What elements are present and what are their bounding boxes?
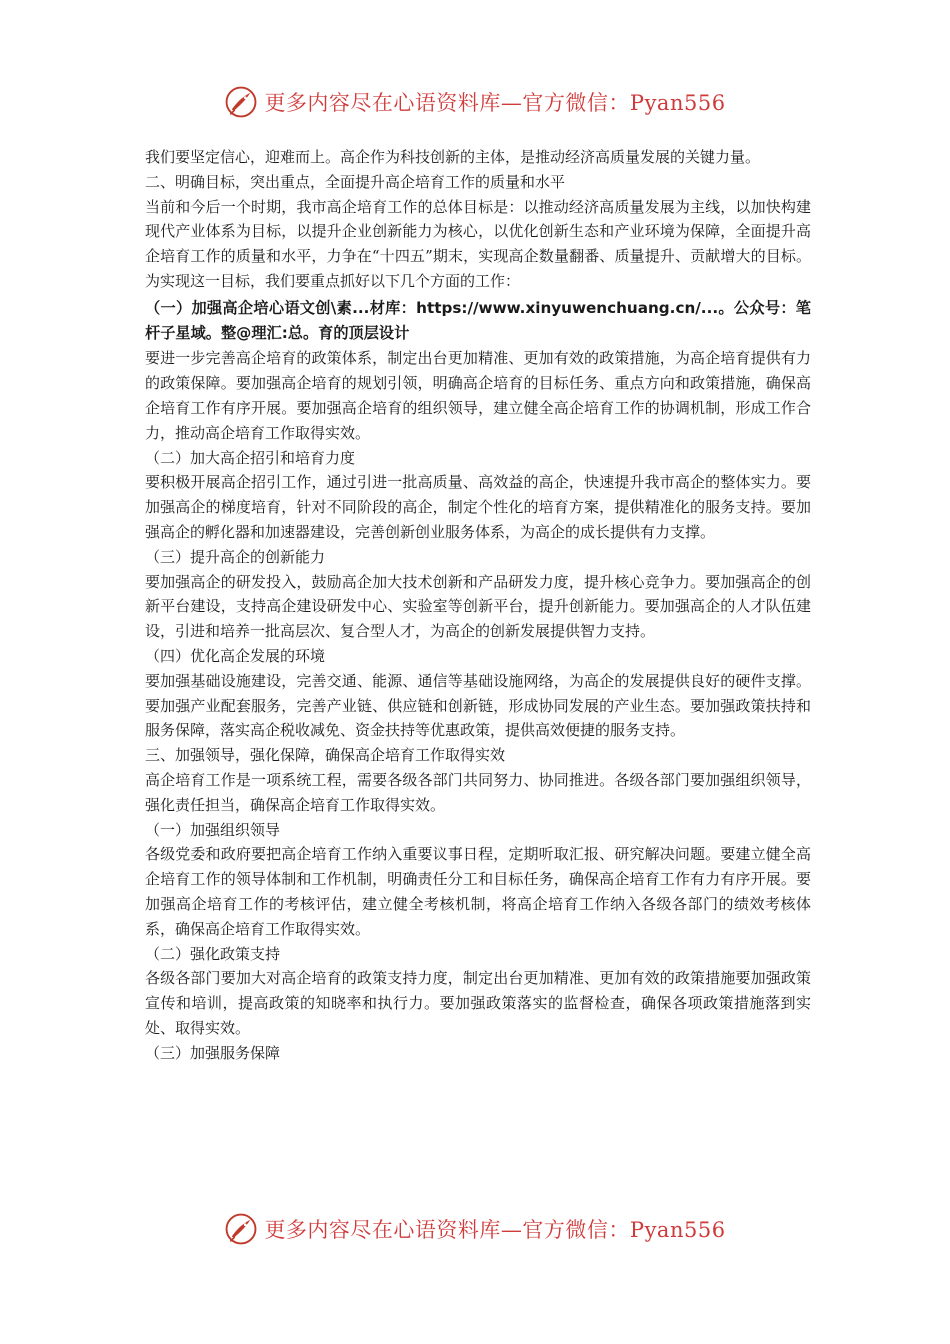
- paragraph-innovation: 要加强高企的研发投入，鼓励高企加大技术创新和产品研发力度，提升核心竞争力。要加强高企的创新平台建设，支持高企建设研发中心、实验室等创新平台，提升创新能力。要加强高企的人才队伍建设，引进和培养一批高层次、复合型人才，为高企的创新发展提供智力支持。: [145, 572, 811, 641]
- paragraph-recruitment: 要积极开展高企招引工作，通过引进一批高质量、高效益的高企，快速提升我市高企的整体实力。要加强高企的梯度培育，针对不同阶段的高企，制定个性化的培育方案，提供精准化的服务支持。要加强高企的孵化器和加速器建设，完善创新创业服务体系，为高企的成长提供有力支撑。: [145, 473, 811, 541]
- subheading-innovation: （三）提升高企的创新能力: [145, 547, 326, 566]
- subheading-recruitment: （二）加大高企招引和培育力度: [145, 448, 356, 467]
- pen-logo-icon: [224, 1212, 258, 1246]
- pen-logo-icon: [224, 85, 258, 119]
- banner-text: 更多内容尽在心语资料库—官方微信：Pyan556: [264, 91, 726, 115]
- paragraph-environment: 要加强基础设施建设，完善交通、能源、通信等基础设施网络，为高企的发展提供良好的硬件支撑。要加强产业配套服务，完善产业链、供应链和创新链，形成协同发展的产业生态。要加强政策扶持和服务保障，落实高企税收减免、资金扶持等优惠政策，提供高效便捷的服务支持。: [145, 671, 811, 740]
- section-heading-2: 二、明确目标，突出重点，全面提升高企培育工作的质量和水平: [145, 172, 566, 191]
- banner-text: 更多内容尽在心语资料库—官方微信：Pyan556: [264, 1218, 726, 1242]
- paragraph-leadership: 各级党委和政府要把高企培育工作纳入重要议事日程，定期听取汇报、研究解决问题。要建立健全高企培育工作的领导体制和工作机制，明确责任分工和目标任务，确保高企培育工作有力有序开展。要加强高企培育工作的考核评估，建立健全考核机制，将高企培育工作纳入各级各部门的绩效考核体系，确保高企培育工作取得实效。: [145, 845, 811, 938]
- subheading-leadership: （一）加强组织领导: [145, 820, 281, 839]
- paragraph-policy-system: 要进一步完善高企培育的政策体系，制定出台更加精准、更加有效的政策措施，为高企培育提供有力的政策保障。要加强高企培育的规划引领，明确高企培育的目标任务、重点方向和政策措施，确保高企培育工作有序开展。要加强高企培育的组织领导，建立健全高企培育工作的协调机制，形成工作合力，推动高企培育工作取得实效。: [145, 349, 811, 442]
- paragraph-system-engineering: 高企培育工作是一项系统工程，需要各级各部门共同努力、协同推进。各级各部门要加强组织领导，强化责任担当，确保高企培育工作取得实效。: [145, 770, 811, 814]
- subheading-policy-support: （二）强化政策支持: [145, 944, 281, 963]
- header-watermark-banner: [0, 80, 950, 124]
- footer-watermark-banner: [0, 1207, 950, 1251]
- paragraph-policy-support: 各级各部门要加大对高企培育的政策支持力度，制定出台更加精准、更加有效的政策措施要加强政策宣传和培训，提高政策的知晓率和执行力。要加强政策落实的监督检查，确保各项政策措施落到实处、取得实效。: [145, 969, 811, 1037]
- subheading-environment: （四）优化高企发展的环境: [145, 646, 326, 665]
- subheading-top-level-design: （一）加强高企培心语文创\素...材库：https://www.xinyuwenchuang.cn/...。公众号：笔杆子星域。整@理汇:总。育的顶层设计: [145, 298, 811, 342]
- section-heading-3: 三、加强领导，强化保障，确保高企培育工作取得实效: [145, 746, 506, 765]
- paragraph-goals: 当前和今后一个时期，我市高企培育工作的总体目标是：以推动经济高质量发展为主线，以加快构建现代产业体系为目标，以提升企业创新能力为核心，以优化创新生态和产业环境为保障，全面提升高企培育工作的质量和水平，力争在“十四五”期末，实现高企数量翻番、质量提升、贡献增大的目标。为实现这一目标，我们要重点抓好以下几个方面的工作：: [145, 197, 811, 290]
- document-body: [145, 145, 811, 1065]
- subheading-service-guarantee: （三）加强服务保障: [145, 1043, 281, 1062]
- paragraph-intro: 我们要坚定信心，迎难而上。高企作为科技创新的主体，是推动经济高质量发展的关键力量。: [145, 148, 761, 166]
